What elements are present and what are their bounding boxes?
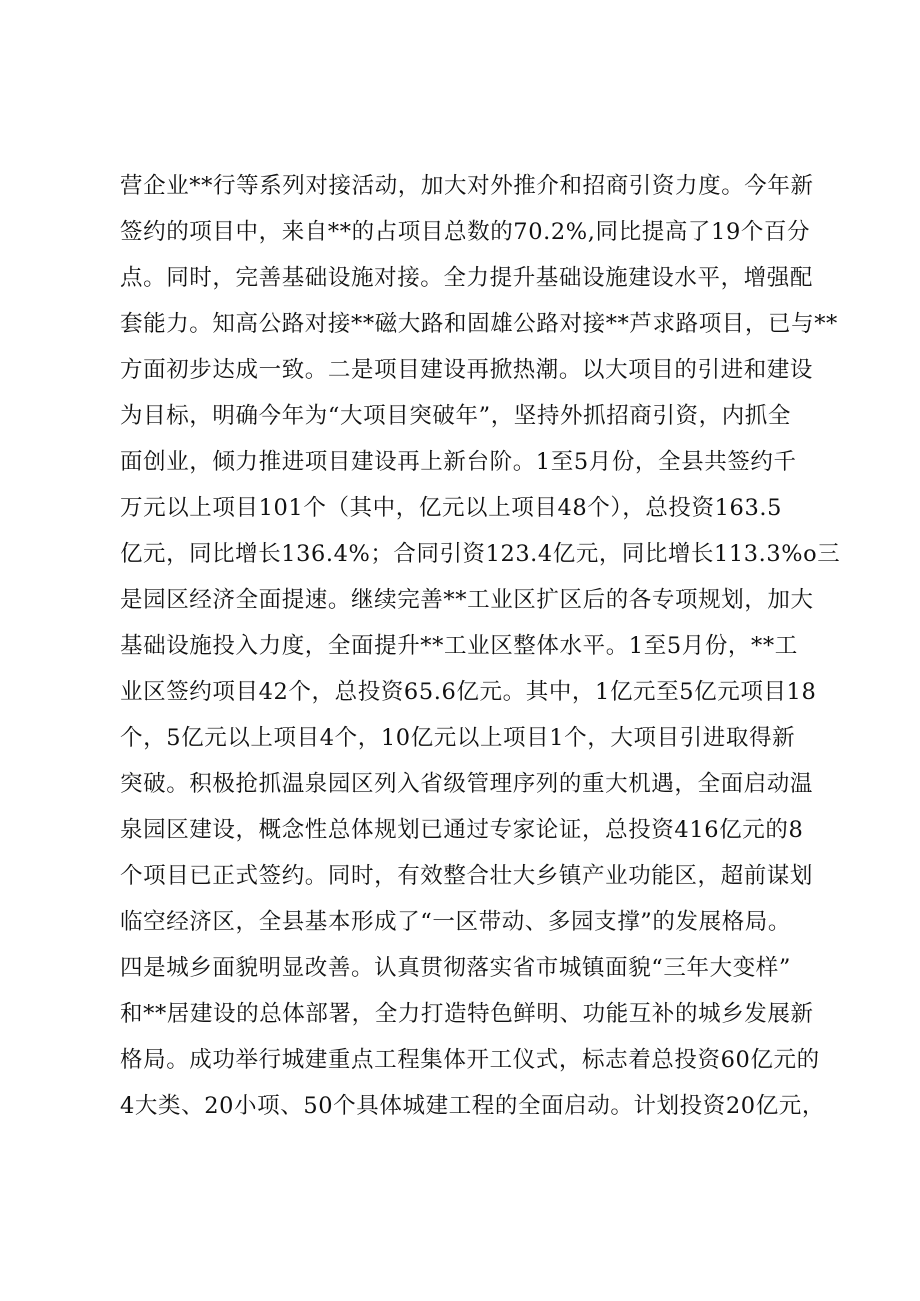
text-line: 营企业**行等系列对接活动，加大对外推介和招商引资力度。今年新 [120,173,814,199]
text-line: 突破。积极抢抓温泉园区列入省级管理序列的重大机遇，全面启动温 [120,771,814,797]
text-line: 个，5亿元以上项目4个，10亿元以上项目1个，大项目引进取得新 [120,725,796,751]
text-line: 和**居建设的总体部署，全力打造特色鲜明、功能互补的城乡发展新 [120,1001,814,1027]
text-line: 为目标，明确今年为“大项目突破年”，坚持外抓招商引资，内抓全 [120,403,792,429]
text-line: 是园区经济全面提速。继续完善**工业区扩区后的各专项规划，加大 [120,587,814,613]
text-line: 方面初步达成一致。二是项目建设再掀热潮。以大项目的引进和建设 [120,357,814,383]
text-line: 4大类、20小项、50个具体城建工程的全面启动。计划投资20亿元， [120,1093,826,1119]
text-line: 临空经济区，全县基本形成了“一区带动、多园支撑”的发展格局。 [120,909,792,935]
text-line: 套能力。知高公路对接**磁大路和固雄公路对接**芦求路项目，已与** [120,311,838,337]
text-line: 亿元，同比增长136.4%；合同引资123.4亿元，同比增长113.3%o三 [120,541,841,567]
text-line: 点。同时，完善基础设施对接。全力提升基础设施建设水平，增强配 [120,265,814,291]
text-line: 格局。成功举行城建重点工程集体开工仪式，标志着总投资60亿元的 [120,1047,820,1073]
text-line: 基础设施投入力度，全面提升**工业区整体水平。1至5月份，**工 [120,633,798,659]
text-line: 泉园区建设，概念性总体规划已通过专家论证，总投资416亿元的8 [120,817,804,843]
text-line: 业区签约项目42个，总投资65.6亿元。其中，1亿元至5亿元项目18 [120,679,817,705]
body-paragraph [120,163,840,1129]
text-line: 万元以上项目101个（其中，亿元以上项目48个），总投资163.5 [120,495,783,521]
text-line: 签约的项目中，来自**的占项目总数的70.2%,同比提高了19个百分 [120,219,811,245]
text-line: 个项目已正式签约。同时，有效整合壮大乡镇产业功能区，超前谋划 [120,863,814,889]
text-line: 四是城乡面貌明显改善。认真贯彻落实省市城镇面貌“三年大变样” [120,955,792,981]
text-line: 面创业，倾力推进项目建设再上新台阶。1至5月份，全县共签约千 [120,449,797,475]
